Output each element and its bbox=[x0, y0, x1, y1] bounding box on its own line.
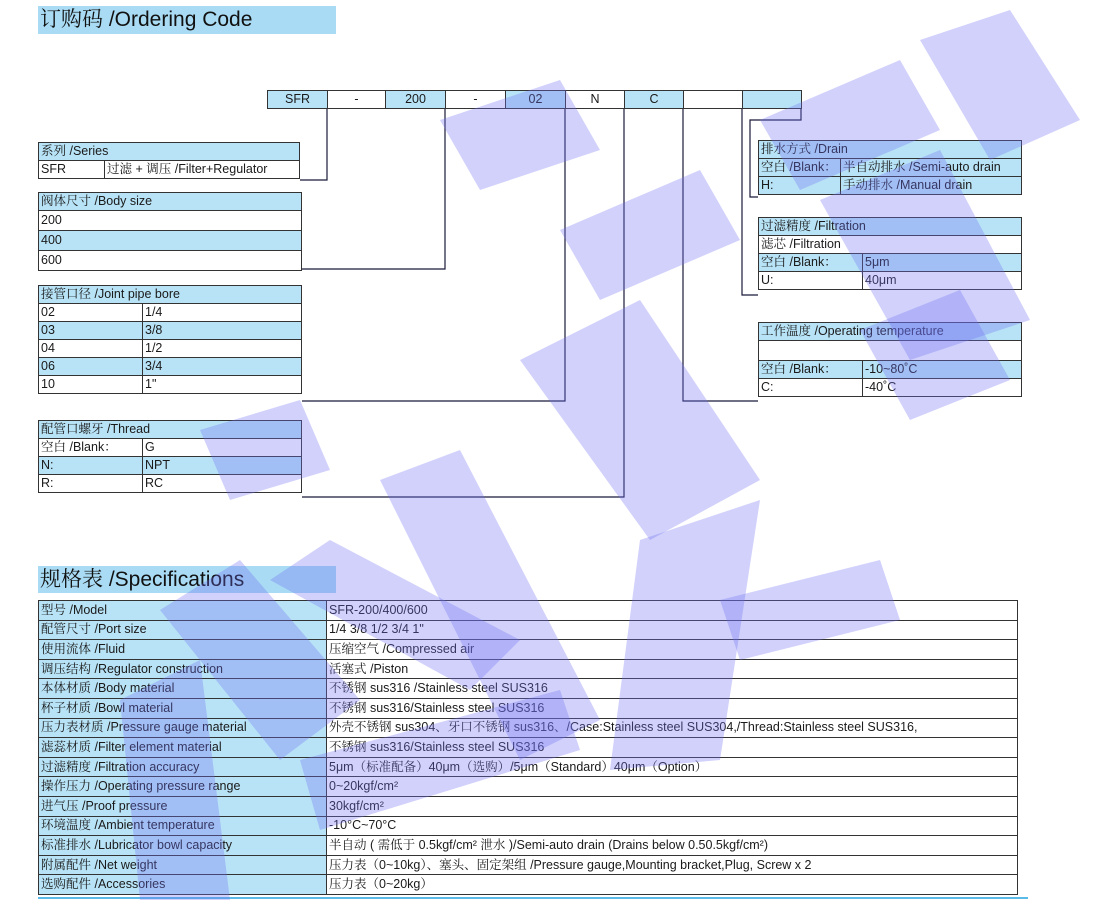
spec-label: 配管尺寸 /Port size bbox=[39, 620, 327, 640]
spec-row bbox=[39, 718, 1018, 738]
spec-value: 不锈钢 sus316/Stainless steel SUS316 bbox=[327, 698, 1018, 718]
spec-value: 压力表（0~10kg）、塞头、固定架组 /Pressure gauge,Mounting bracket,Plug, Screw x 2 bbox=[327, 855, 1018, 875]
spec-row bbox=[39, 836, 1018, 856]
spec-label: 型号 /Model bbox=[39, 601, 327, 621]
temperature-value: -40˚C bbox=[863, 379, 1022, 397]
pipe-bore-size: 3/8 bbox=[143, 322, 302, 340]
pipe-bore-code: 02 bbox=[39, 304, 143, 322]
filtration-table bbox=[758, 217, 1022, 290]
specifications-title: 规格表 /Specifications bbox=[38, 566, 336, 593]
temperature-code: 空白 /Blank： bbox=[759, 361, 863, 379]
body-size-table bbox=[38, 192, 302, 271]
spec-row bbox=[39, 796, 1018, 816]
spec-label: 过滤精度 /Filtration accuracy bbox=[39, 757, 327, 777]
drain-type: 手动排水 /Manual drain bbox=[841, 177, 1022, 195]
spec-row bbox=[39, 777, 1018, 797]
code-filtration bbox=[683, 90, 743, 109]
code-drain bbox=[742, 90, 802, 109]
pipe-bore-code: 10 bbox=[39, 376, 143, 394]
thread-code: R: bbox=[39, 475, 143, 493]
pipe-bore-size: 1" bbox=[143, 376, 302, 394]
spec-row bbox=[39, 816, 1018, 836]
spec-label: 进气压 /Proof pressure bbox=[39, 796, 327, 816]
pipe-bore-code: 03 bbox=[39, 322, 143, 340]
code-dash-2: - bbox=[445, 90, 506, 109]
thread-table bbox=[38, 420, 302, 493]
spec-label: 使用流体 /Fluid bbox=[39, 640, 327, 660]
spec-value: 1/4 3/8 1/2 3/4 1" bbox=[327, 620, 1018, 640]
spec-label: 调压结构 /Regulator construction bbox=[39, 659, 327, 679]
spec-label: 压力表材质 /Pressure gauge material bbox=[39, 718, 327, 738]
spec-value: -10°C~70°C bbox=[327, 816, 1018, 836]
spec-row bbox=[39, 698, 1018, 718]
pipe-bore-table bbox=[38, 285, 302, 394]
spec-label: 本体材质 /Body material bbox=[39, 679, 327, 699]
ordering-code-title: 订购码 /Ordering Code bbox=[38, 6, 336, 34]
pipe-bore-code: 06 bbox=[39, 358, 143, 376]
spec-row bbox=[39, 620, 1018, 640]
series-code: SFR bbox=[39, 161, 105, 179]
filtration-code: U: bbox=[759, 272, 863, 290]
pipe-bore-size: 1/2 bbox=[143, 340, 302, 358]
spec-row bbox=[39, 659, 1018, 679]
pipe-bore-size: 1/4 bbox=[143, 304, 302, 322]
spec-value: 0~20kgf/cm² bbox=[327, 777, 1018, 797]
drain-type: 半自动排水 /Semi-auto drain bbox=[841, 159, 1022, 177]
series-header: 系列 /Series bbox=[39, 143, 300, 161]
code-pipe-bore: 02 bbox=[505, 90, 566, 109]
spec-value: 不锈钢 sus316 /Stainless steel SUS316 bbox=[327, 679, 1018, 699]
drain-code: H: bbox=[759, 177, 841, 195]
spec-row bbox=[39, 855, 1018, 875]
spec-value: 压缩空气 /Compressed air bbox=[327, 640, 1018, 660]
pipe-bore-code: 04 bbox=[39, 340, 143, 358]
spec-label: 操作压力 /Operating pressure range bbox=[39, 777, 327, 797]
filtration-value: 5μm bbox=[863, 254, 1022, 272]
code-dash-1: - bbox=[327, 90, 386, 109]
spec-row bbox=[39, 875, 1018, 895]
series-desc: 过滤 + 调压 /Filter+Regulator bbox=[105, 161, 300, 179]
temperature-header: 工作温度 /Operating temperature bbox=[759, 323, 1022, 341]
code-thread: N bbox=[565, 90, 625, 109]
spec-value: 外壳不锈钢 sus304、牙口不锈钢 sus316、/Case:Stainless steel SUS304,/Thread:Stainless steel SUS316, bbox=[327, 718, 1018, 738]
spec-value: 5μm（标准配备）40μm（选购）/5μm（Standard）40μm（Option） bbox=[327, 757, 1018, 777]
drain-code: 空白 /Blank： bbox=[759, 159, 841, 177]
spec-row bbox=[39, 738, 1018, 758]
thread-type: G bbox=[143, 439, 302, 457]
spec-value: 半自动 ( 需低于 0.5kgf/cm² 泄水 )/Semi-auto drain (Drains below 0.50.5kgf/cm²) bbox=[327, 836, 1018, 856]
code-series: SFR bbox=[267, 90, 328, 109]
thread-type: RC bbox=[143, 475, 302, 493]
spec-label: 杯子材质 /Bowl material bbox=[39, 698, 327, 718]
spec-label: 选购配件 /Accessories bbox=[39, 875, 327, 895]
body-size-row: 400 bbox=[39, 231, 302, 251]
temperature-code: C: bbox=[759, 379, 863, 397]
bottom-rule bbox=[38, 897, 1028, 899]
drain-header: 排水方式 /Drain bbox=[759, 141, 1022, 159]
spec-label: 标准排水 /Lubricator bowl capacity bbox=[39, 836, 327, 856]
spec-row bbox=[39, 601, 1018, 621]
thread-code: N: bbox=[39, 457, 143, 475]
filtration-header: 过滤精度 /Filtration bbox=[759, 218, 1022, 236]
spec-row bbox=[39, 640, 1018, 660]
temperature-blank-row bbox=[759, 341, 1022, 361]
body-size-row: 200 bbox=[39, 211, 302, 231]
spec-row bbox=[39, 757, 1018, 777]
spec-value: SFR-200/400/600 bbox=[327, 601, 1018, 621]
spec-value: 不锈钢 sus316/Stainless steel SUS316 bbox=[327, 738, 1018, 758]
body-size-header: 阀体尺寸 /Body size bbox=[39, 193, 302, 211]
series-table bbox=[38, 142, 300, 179]
body-size-row: 600 bbox=[39, 251, 302, 271]
spec-value: 压力表（0~20kg） bbox=[327, 875, 1018, 895]
spec-label: 环境温度 /Ambient temperature bbox=[39, 816, 327, 836]
spec-label: 附属配件 /Net weight bbox=[39, 855, 327, 875]
pipe-bore-header: 接管口径 /Joint pipe bore bbox=[39, 286, 302, 304]
thread-type: NPT bbox=[143, 457, 302, 475]
specifications-table bbox=[38, 600, 1018, 895]
temperature-value: -10~80˚C bbox=[863, 361, 1022, 379]
drain-table bbox=[758, 140, 1022, 195]
spec-value: 活塞式 /Piston bbox=[327, 659, 1018, 679]
code-body-size: 200 bbox=[385, 90, 446, 109]
thread-header: 配管口螺牙 /Thread bbox=[39, 421, 302, 439]
pipe-bore-size: 3/4 bbox=[143, 358, 302, 376]
filtration-subheader: 滤芯 /Filtration bbox=[759, 236, 1022, 254]
temperature-table bbox=[758, 322, 1022, 397]
spec-label: 滤蕊材质 /Filter element material bbox=[39, 738, 327, 758]
spec-value: 30kgf/cm² bbox=[327, 796, 1018, 816]
filtration-value: 40μm bbox=[863, 272, 1022, 290]
code-temperature: C bbox=[624, 90, 684, 109]
thread-code: 空白 /Blank： bbox=[39, 439, 143, 457]
spec-row bbox=[39, 679, 1018, 699]
filtration-code: 空白 /Blank： bbox=[759, 254, 863, 272]
